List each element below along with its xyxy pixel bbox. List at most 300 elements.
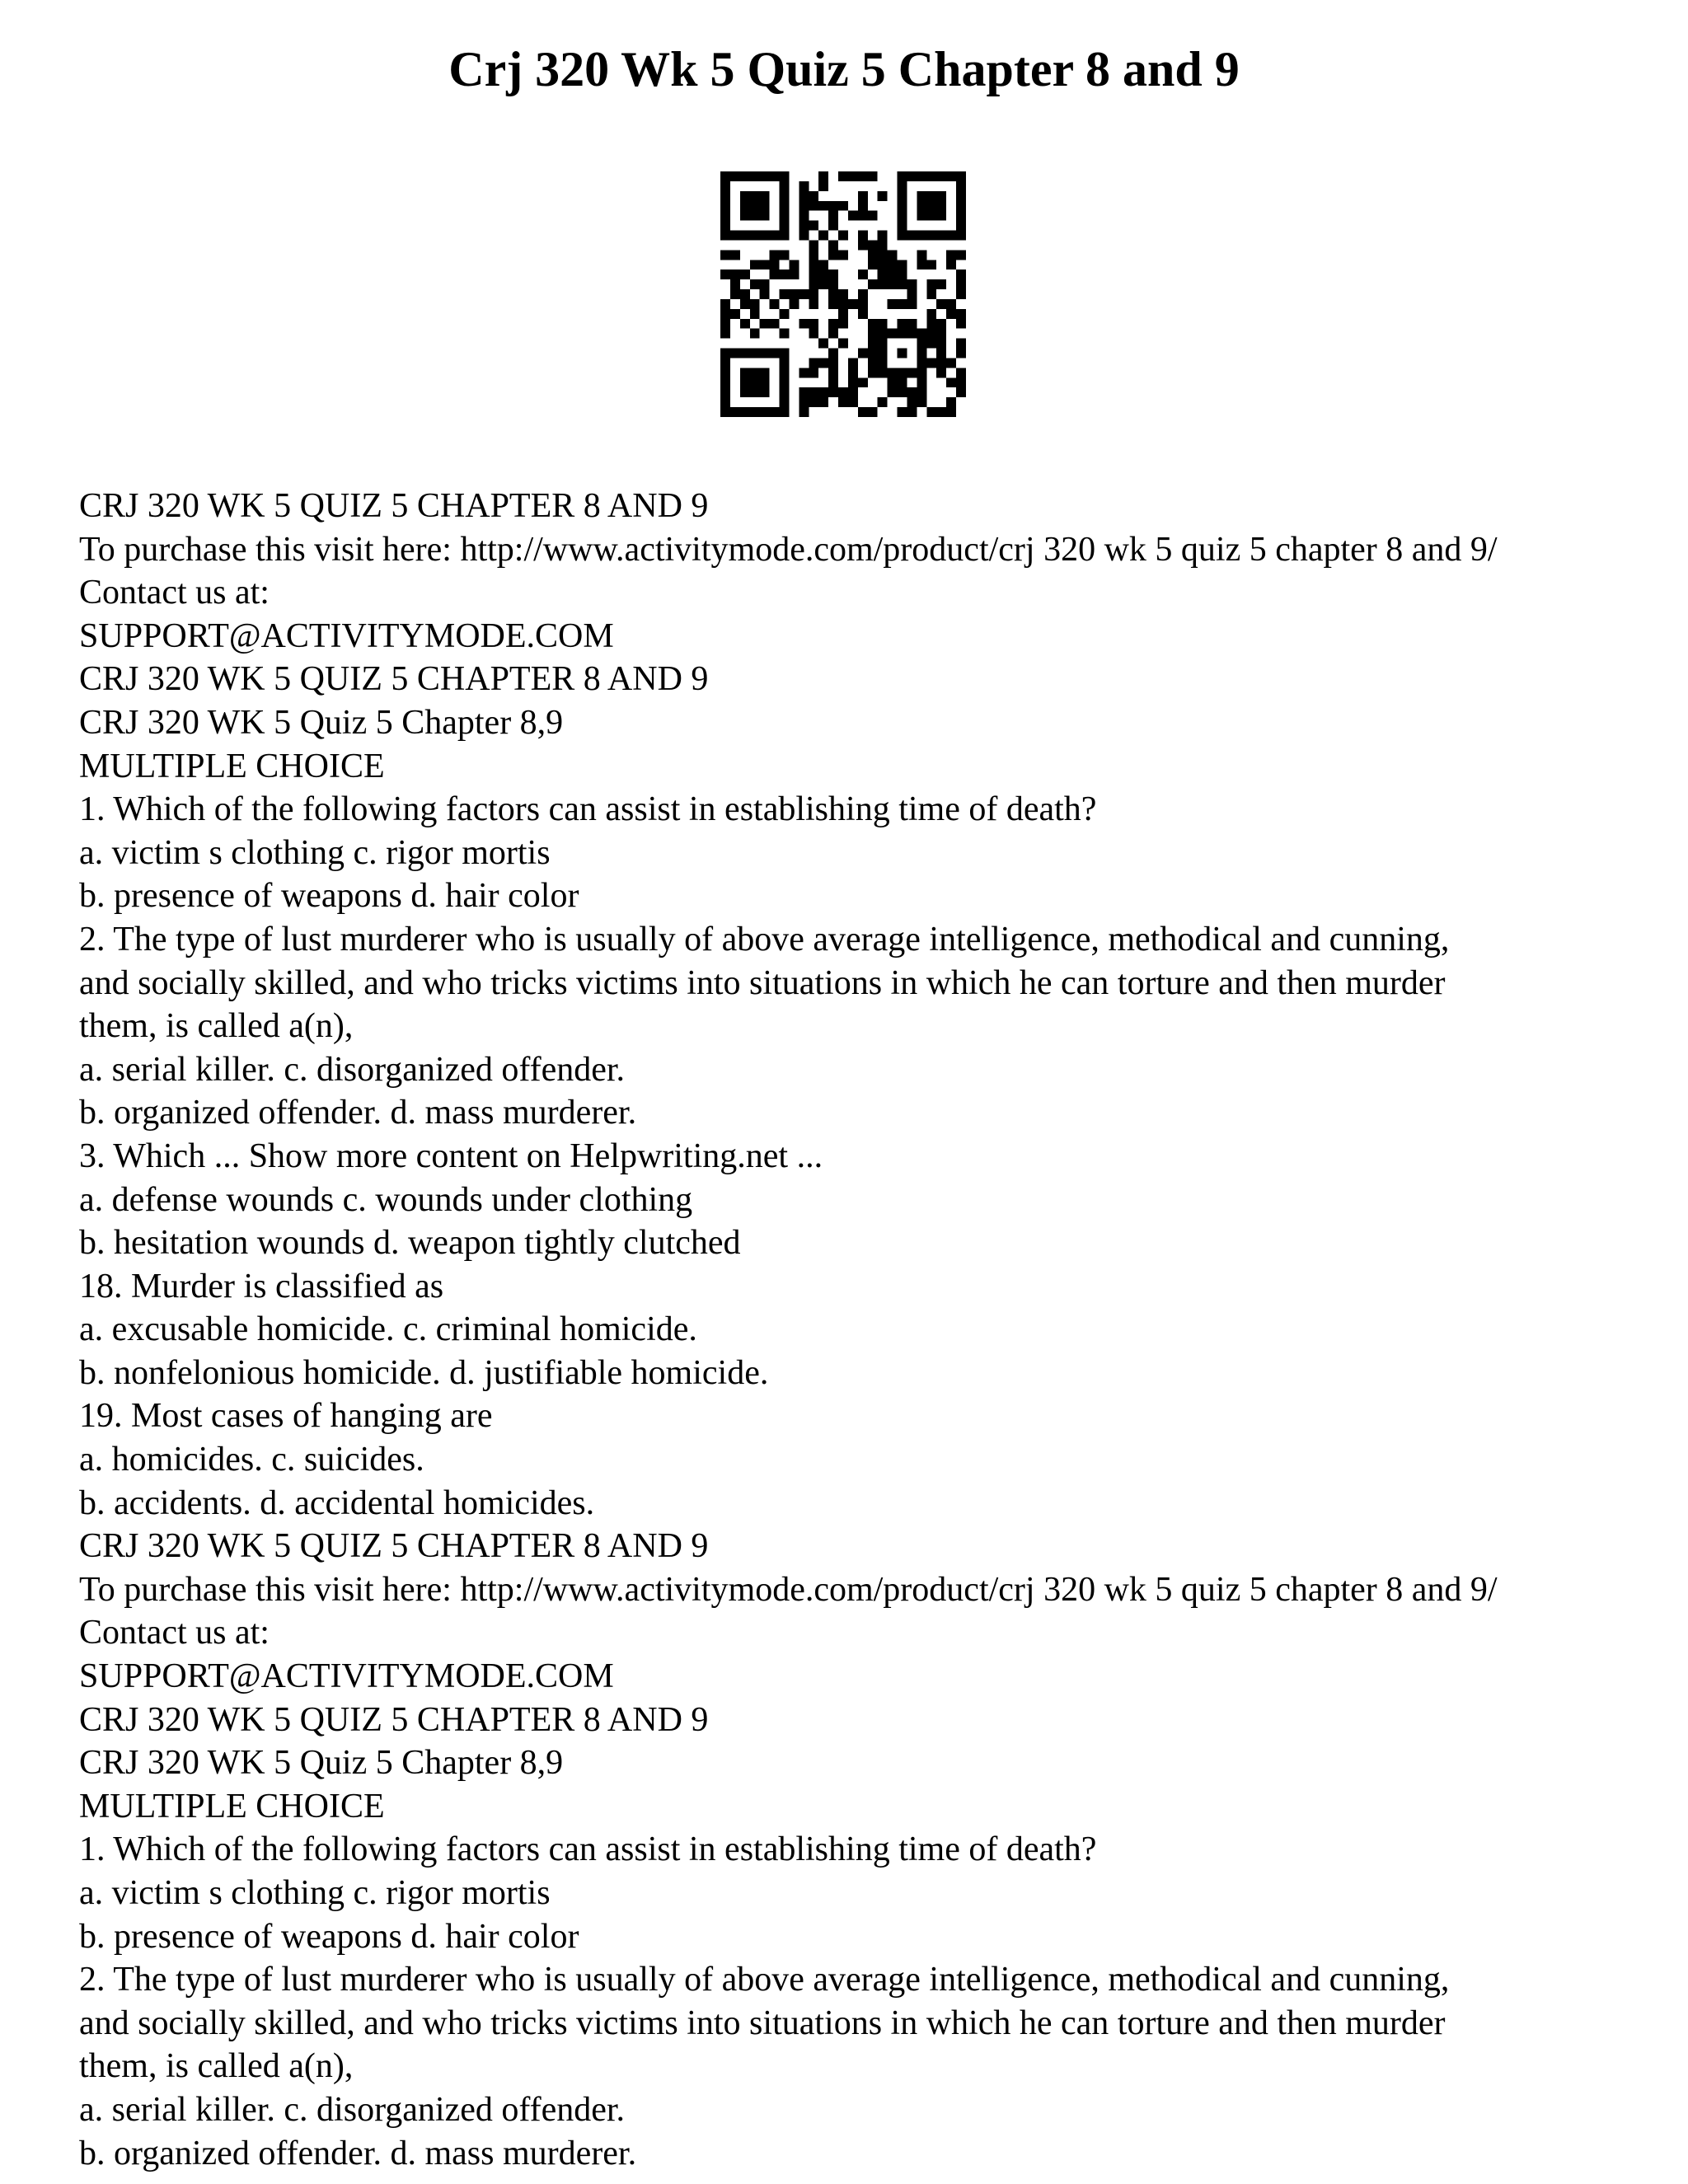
qr-module (926, 309, 936, 319)
qr-module (799, 387, 809, 397)
qr-module (888, 279, 898, 289)
qr-module (809, 289, 818, 299)
qr-module (878, 358, 888, 368)
document-line: Contact us at: (79, 1614, 270, 1652)
qr-module (858, 407, 868, 417)
qr-module (888, 260, 898, 269)
qr-module (720, 309, 730, 319)
qr-module (907, 279, 917, 289)
qr-module (740, 231, 750, 241)
qr-module (828, 358, 838, 368)
qr-module (926, 319, 936, 329)
qr-module (750, 279, 760, 289)
document-line: To purchase this visit here: http://www.activitymode.com/product/crj 320 wk 5 quiz 5 chapter 8 and 9/ (79, 530, 1498, 569)
qr-module (878, 240, 888, 250)
qr-module (946, 358, 956, 368)
qr-module (898, 368, 907, 377)
qr-module (917, 201, 926, 211)
qr-module (926, 260, 936, 269)
qr-module (818, 339, 828, 349)
qr-module (809, 279, 818, 289)
qr-module (760, 279, 770, 289)
qr-module (799, 231, 809, 241)
qr-module (917, 250, 926, 260)
qr-module (720, 377, 730, 387)
page-title: Crj 320 Wk 5 Quiz 5 Chapter 8 and 9 (448, 42, 1240, 96)
qr-module (740, 299, 750, 309)
qr-module (828, 201, 838, 211)
qr-module (917, 358, 926, 368)
qr-module (720, 191, 730, 201)
qr-module (917, 397, 926, 407)
qr-module (878, 260, 888, 269)
qr-module (858, 240, 868, 250)
qr-module (898, 299, 907, 309)
qr-module (858, 171, 868, 181)
qr-module (770, 171, 780, 181)
qr-module (720, 181, 730, 191)
qr-module (838, 201, 848, 211)
qr-module (907, 397, 917, 407)
qr-module (828, 221, 838, 231)
qr-module (946, 397, 956, 407)
qr-module (956, 309, 966, 319)
qr-module (838, 231, 848, 241)
qr-module (809, 269, 818, 279)
qr-module (828, 349, 838, 359)
qr-module (936, 211, 946, 221)
qr-module (956, 181, 966, 191)
qr-module (799, 181, 809, 191)
qr-module (760, 377, 770, 387)
qr-module (760, 231, 770, 241)
qr-module (750, 387, 760, 397)
qr-module (770, 349, 780, 359)
qr-module (750, 329, 760, 339)
qr-module (878, 319, 888, 329)
qr-module (780, 377, 790, 387)
qr-code-icon (720, 171, 966, 417)
qr-module (858, 191, 868, 201)
qr-module (760, 289, 770, 299)
qr-module (868, 358, 878, 368)
qr-module (770, 407, 780, 417)
qr-module (799, 319, 809, 329)
qr-module (907, 407, 917, 417)
qr-module (740, 368, 750, 377)
document-line: a. defense wounds c. wounds under clothing (79, 1180, 693, 1219)
qr-module (878, 339, 888, 349)
qr-module (878, 231, 888, 241)
qr-module (838, 387, 848, 397)
document-line: MULTIPLE CHOICE (79, 747, 385, 785)
qr-module (858, 349, 868, 359)
qr-module (740, 289, 750, 299)
qr-module (828, 387, 838, 397)
qr-module (936, 329, 946, 339)
qr-module (898, 231, 907, 241)
qr-module (750, 299, 760, 309)
qr-module (956, 387, 966, 397)
qr-module (760, 368, 770, 377)
qr-module (858, 309, 868, 319)
qr-module (936, 358, 946, 368)
qr-module (956, 250, 966, 260)
qr-module (818, 279, 828, 289)
qr-module (828, 211, 838, 221)
qr-module (848, 171, 858, 181)
document-line: 19. Most cases of hanging are (79, 1397, 493, 1436)
qr-module (858, 377, 868, 387)
document-line: a. victim s clothing c. rigor mortis (79, 833, 551, 872)
document-line: 1. Which of the following factors can assist in establishing time of death? (79, 1830, 1097, 1869)
qr-module (917, 231, 926, 241)
document-line: SUPPORT@ACTIVITYMODE.COM (79, 1657, 614, 1696)
qr-module (868, 211, 878, 221)
document-line: b. accidents. d. accidental homicides. (79, 1483, 595, 1522)
qr-module (818, 171, 828, 181)
document-line: 2. The type of lust murderer who is usually of above average intelligence, methodical and cunning, (79, 1961, 1450, 1999)
qr-module (878, 368, 888, 377)
qr-module (898, 269, 907, 279)
qr-module (936, 279, 946, 289)
qr-module (730, 309, 740, 319)
qr-module (898, 349, 907, 359)
qr-module (956, 231, 966, 241)
qr-module (936, 339, 946, 349)
qr-module (828, 289, 838, 299)
qr-module (868, 368, 878, 377)
qr-module (750, 231, 760, 241)
qr-module (888, 269, 898, 279)
qr-module (907, 231, 917, 241)
qr-module (799, 407, 809, 417)
qr-module (828, 377, 838, 387)
qr-module (946, 407, 956, 417)
qr-module (917, 349, 926, 359)
qr-module (720, 358, 730, 368)
qr-module (946, 171, 956, 181)
qr-module (917, 377, 926, 387)
qr-module (740, 349, 750, 359)
qr-module (956, 171, 966, 181)
qr-module (956, 368, 966, 377)
qr-module (868, 319, 878, 329)
qr-module (858, 289, 868, 299)
qr-module (926, 171, 936, 181)
qr-module (926, 201, 936, 211)
qr-module (898, 211, 907, 221)
qr-module (858, 269, 868, 279)
qr-module (799, 289, 809, 299)
qr-module (818, 231, 828, 241)
document-line: them, is called a(n), (79, 1007, 354, 1046)
qr-module (907, 171, 917, 181)
qr-module (898, 221, 907, 231)
qr-module (926, 211, 936, 221)
qr-module (789, 289, 799, 299)
qr-module (789, 260, 799, 269)
qr-module (838, 309, 848, 319)
qr-module (946, 231, 956, 241)
qr-module (720, 397, 730, 407)
qr-module (789, 269, 799, 279)
qr-module (818, 201, 828, 211)
qr-module (720, 201, 730, 211)
qr-module (907, 319, 917, 329)
document-line: CRJ 320 WK 5 QUIZ 5 CHAPTER 8 AND 9 (79, 487, 709, 525)
qr-module (936, 191, 946, 201)
qr-module (917, 211, 926, 221)
qr-module (720, 349, 730, 359)
qr-module (898, 319, 907, 329)
document-line: CRJ 320 WK 5 QUIZ 5 CHAPTER 8 AND 9 (79, 1700, 709, 1739)
document-line: 2. The type of lust murderer who is usually of above average intelligence, methodical and cunning, (79, 920, 1450, 958)
qr-module (770, 269, 780, 279)
document-line: b. organized offender. d. mass murderer. (79, 2134, 637, 2172)
qr-module (898, 201, 907, 211)
qr-module (780, 269, 790, 279)
qr-module (760, 319, 770, 329)
qr-module (809, 329, 818, 339)
qr-module (720, 171, 730, 181)
qr-module (917, 387, 926, 397)
qr-module (956, 319, 966, 329)
qr-module (838, 289, 848, 299)
qr-module (917, 260, 926, 269)
qr-module (780, 309, 790, 319)
qr-module (878, 191, 888, 201)
qr-module (917, 339, 926, 349)
qr-module (936, 319, 946, 329)
qr-module (956, 349, 966, 359)
qr-module (907, 289, 917, 299)
qr-module (818, 397, 828, 407)
qr-module (907, 368, 917, 377)
qr-module (848, 358, 858, 368)
qr-module (750, 201, 760, 211)
qr-module (868, 260, 878, 269)
qr-module (809, 221, 818, 231)
qr-module (809, 368, 818, 377)
qr-module (809, 260, 818, 269)
document-line: CRJ 320 WK 5 QUIZ 5 CHAPTER 8 AND 9 (79, 660, 709, 699)
qr-module (720, 221, 730, 231)
qr-module (888, 329, 898, 339)
qr-module (750, 377, 760, 387)
qr-module (936, 368, 946, 377)
qr-module (907, 387, 917, 397)
qr-module (898, 387, 907, 397)
qr-module (926, 279, 936, 289)
qr-code-graphic (720, 171, 966, 417)
qr-module (858, 201, 868, 211)
qr-module (956, 201, 966, 211)
qr-module (926, 231, 936, 241)
document-line: and socially skilled, and who tricks victims into situations in which he can torture and then murder (79, 963, 1446, 1002)
qr-module (760, 349, 770, 359)
qr-module (936, 299, 946, 309)
qr-module (917, 329, 926, 339)
qr-module (780, 289, 790, 299)
qr-module (898, 279, 907, 289)
qr-module (740, 407, 750, 417)
qr-module (848, 299, 858, 309)
document-line: CRJ 320 WK 5 QUIZ 5 CHAPTER 8 AND 9 (79, 1527, 709, 1566)
qr-module (740, 319, 750, 329)
qr-module (799, 221, 809, 231)
qr-module (828, 319, 838, 329)
qr-module (809, 397, 818, 407)
qr-module (838, 171, 848, 181)
qr-module (848, 397, 858, 407)
qr-module (868, 349, 878, 359)
document-line: a. excusable homicide. c. criminal homicide. (79, 1310, 697, 1349)
document-line: MULTIPLE CHOICE (79, 1787, 385, 1825)
document-line: b. presence of weapons d. hair color (79, 877, 579, 916)
qr-module (878, 329, 888, 339)
qr-module (780, 329, 790, 339)
qr-module (868, 171, 878, 181)
qr-module (780, 231, 790, 241)
qr-module (720, 319, 730, 329)
qr-module (898, 407, 907, 417)
qr-module (848, 377, 858, 387)
qr-module (926, 339, 936, 349)
qr-module (848, 387, 858, 397)
qr-module (878, 269, 888, 279)
document-line: CRJ 320 WK 5 Quiz 5 Chapter 8,9 (79, 1744, 564, 1783)
qr-module (799, 191, 809, 201)
document-line: them, is called a(n), (79, 2047, 354, 2086)
qr-module (936, 201, 946, 211)
qr-module (868, 329, 878, 339)
qr-module (740, 211, 750, 221)
qr-module (838, 397, 848, 407)
qr-module (878, 279, 888, 289)
qr-module (770, 250, 780, 260)
qr-module (956, 191, 966, 201)
qr-module (917, 171, 926, 181)
qr-module (750, 211, 760, 221)
qr-module (780, 358, 790, 368)
qr-module (799, 368, 809, 377)
qr-module (926, 289, 936, 299)
qr-module (868, 407, 878, 417)
qr-module (799, 211, 809, 221)
qr-module (878, 250, 888, 260)
qr-module (878, 397, 888, 407)
qr-module (888, 299, 898, 309)
qr-module (926, 358, 936, 368)
qr-module (809, 201, 818, 211)
qr-module (888, 250, 898, 260)
qr-module (838, 299, 848, 309)
qr-module (818, 358, 828, 368)
qr-module (898, 329, 907, 339)
qr-module (868, 250, 878, 260)
qr-module (898, 191, 907, 201)
qr-module (888, 387, 898, 397)
qr-module (730, 269, 740, 279)
qr-module (956, 289, 966, 299)
qr-module (868, 339, 878, 349)
document-line: To purchase this visit here: http://www.activitymode.com/product/crj 320 wk 5 quiz 5 chapter 8 and 9/ (79, 1570, 1498, 1609)
qr-module (750, 407, 760, 417)
document-line: b. organized offender. d. mass murderer. (79, 1094, 637, 1132)
qr-module (780, 211, 790, 221)
qr-module (760, 260, 770, 269)
qr-module (730, 349, 740, 359)
qr-module (898, 181, 907, 191)
document-line: and socially skilled, and who tricks victims into situations in which he can torture and then murder (79, 2004, 1446, 2042)
qr-module (720, 387, 730, 397)
document-line: CRJ 320 WK 5 Quiz 5 Chapter 8,9 (79, 703, 564, 742)
qr-module (780, 171, 790, 181)
qr-module (898, 377, 907, 387)
qr-module (740, 377, 750, 387)
qr-module (818, 387, 828, 397)
qr-module (720, 211, 730, 221)
qr-module (828, 240, 838, 250)
qr-module (926, 191, 936, 201)
qr-module (868, 240, 878, 250)
qr-module (780, 387, 790, 397)
document-line: 1. Which of the following factors can assist in establishing time of death? (79, 790, 1097, 829)
qr-module (838, 250, 848, 260)
qr-module (780, 397, 790, 407)
qr-module (750, 309, 760, 319)
qr-module (809, 240, 818, 250)
qr-module (740, 191, 750, 201)
qr-module (956, 377, 966, 387)
qr-module (838, 339, 848, 349)
qr-module (770, 231, 780, 241)
document-line: SUPPORT@ACTIVITYMODE.COM (79, 616, 614, 655)
qr-module (848, 211, 858, 221)
qr-module (720, 329, 730, 339)
qr-module (868, 279, 878, 289)
qr-module (750, 260, 760, 269)
qr-module (760, 191, 770, 201)
qr-module (956, 221, 966, 231)
qr-module (780, 191, 790, 201)
qr-module (780, 250, 790, 260)
document-line: a. victim s clothing c. rigor mortis (79, 1874, 551, 1912)
qr-module (888, 377, 898, 387)
qr-module (730, 279, 740, 289)
qr-module (760, 171, 770, 181)
qr-module (720, 368, 730, 377)
qr-module (946, 250, 956, 260)
qr-module (730, 250, 740, 260)
qr-module (956, 269, 966, 279)
qr-module (809, 250, 818, 260)
document-line: a. homicides. c. suicides. (79, 1441, 424, 1479)
qr-module (809, 358, 818, 368)
qr-module (789, 299, 799, 309)
qr-module (917, 191, 926, 201)
qr-module (818, 269, 828, 279)
qr-module (770, 299, 780, 309)
qr-module (907, 299, 917, 309)
qr-module (809, 387, 818, 397)
document-line: 3. Which ... Show more content on Helpwriting.net ... (79, 1137, 823, 1175)
qr-module (720, 269, 730, 279)
qr-module (917, 368, 926, 377)
qr-module (936, 407, 946, 417)
qr-module (720, 250, 730, 260)
